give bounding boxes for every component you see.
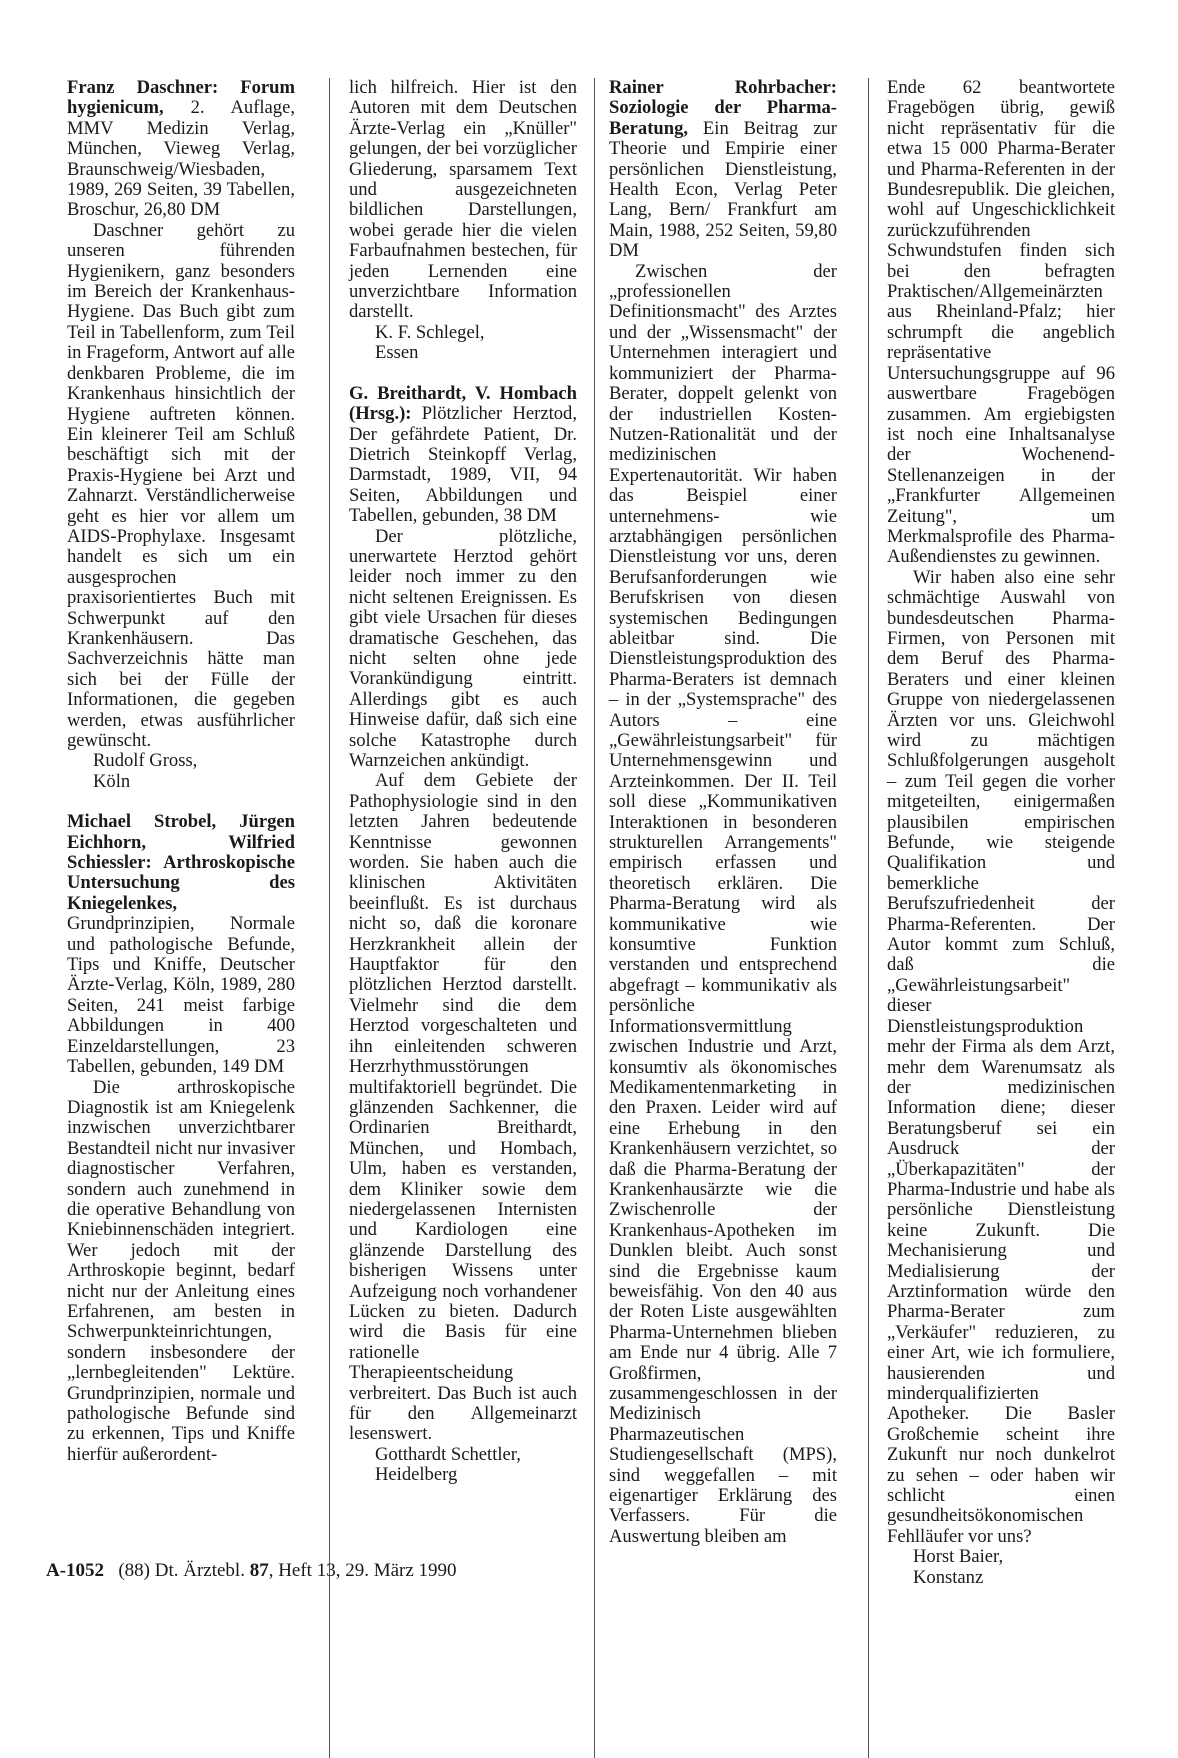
column-divider — [329, 78, 330, 1758]
reviewer-city: Köln — [93, 770, 131, 792]
column-divider — [868, 78, 869, 1758]
reviewer-city: Essen — [375, 342, 419, 364]
review-heading: Franz Daschner: Forum hygienicum, — [67, 77, 295, 119]
review-body: Ende 62 beantwortete Fragebögen übrig, gewiß nicht repräsentativ für die etwa 15 000 Pharma-Berater und Pharma-Referenten in der Bundesrepublik. Die gleichen, wohl auf Ungeschicklichkeit zurückzuführenden Schwundstufen finden sich bei den befragten Praktischen/Allgemeinärzten aus Rheinland-Pfalz; hier schrumpft die angeblich repräsentative Untersuchungsgruppe auf 96 auswertbare Fragebögen zusammen. Am ergiebigsten ist noch eine Inhaltsanalyse der Wochenend-Stellenanzeigen in der „Frankfurter Allgemeinen Zeitung", um Merkmalsprofile des Pharma-Außendienstes zu gewinnen. — [887, 77, 1115, 568]
column-divider — [594, 78, 595, 1758]
text-column-4 — [887, 78, 1115, 1588]
reviewer-city: Konstanz — [913, 1566, 984, 1588]
text-column-2 — [349, 78, 577, 1486]
text-column-3 — [609, 78, 837, 1547]
page-footer — [46, 1560, 457, 1582]
page-code: A-1052 — [46, 1560, 105, 1581]
review-heading: Michael Strobel, Jürgen Eichhorn, Wilfried Schiessler: Arthroskopische Untersuchung des Kniegelenkes, — [67, 811, 295, 914]
review-entry — [609, 78, 837, 262]
volume-number: 87 — [249, 1560, 269, 1581]
reviewer-name: Gotthardt Schettler, — [375, 1443, 521, 1465]
review-heading: G. Breithardt, V. Hombach (Hrsg.): — [349, 382, 577, 425]
review-entry — [67, 812, 295, 1077]
spacer — [349, 364, 577, 384]
citation-prefix: (88) Dt. Ärztebl. — [118, 1560, 250, 1581]
text-column-1 — [67, 78, 295, 1465]
review-bibliographic-details: Grundprinzipien, Normale und pathologische Befunde, Tips und Kniffe, Deutscher Ärzte-Verlag, Köln, 1989, 280 Seiten, 241 meist farbige Abbildungen in 400 Einzeldarstellungen, 23 Tabellen, gebunden, 149 DM — [67, 913, 295, 1078]
review-body: Zwischen der „professionellen Definitionsmacht" des Arztes und der „Wissensmacht" der Unternehmen interagiert und kommuniziert der Pharma-Berater, doppelt gelenkt von der industriellen Kosten-Nutzen-Rationalität und der medizinischen Expertenautorität. Wir haben das Beispiel einer unternehmens- wie arztabhängigen persönlichen Dienstleistung vor uns, deren Berufsanforderungen wie Berufskrisen von diesen systemischen Bedingungen ableitbar sind. Die Dienstleistungsproduktion des Pharma-Beraters ist demnach – in der „Systemsprache" des Autors – eine „Gewährleistungsarbeit" für Unternehmensgewinn und Arzteinkommen. Der II. Teil soll diese „Kommunikativen Interaktionen in besonderen strukturellen Arrangements" empirisch erfassen und theoretisch erklären. Die Pharma-Beratung wird als kommunikative wie konsumtive Funktion verstanden und entsprechend abgefragt – kommunikativ als persönliche Informationsvermittlung zwischen Industrie und Arzt, konsumtiv als ökonomisches Medikamentenmarketing in den Praxen. Leider wird auf eine Erhebung in den Krankenhäusern verzichtet, so daß die Pharma-Beratung der Krankenhausärzte wie die Zwischenrolle der Krankenhaus-Apotheken im Dunklen bleibt. Auch sonst sind die Ergebnisse kaum beweisfähig. Von den 40 aus der Roten Liste ausgewählten Pharma-Unternehmen blieben am Ende nur 4 übrig. Alle 7 Großfirmen, zusammengeschlossen in der Medizinisch Pharmazeutischen Studiengesellschaft (MPS), sind weggefallen – mit eigenartiger Erklärung des Verfassers. Für die Auswertung bleiben am — [609, 260, 837, 1547]
review-body: Auf dem Gebiete der Pathophysiologie sind in den letzten Jahren bedeutende Kenntnisse gewonnen worden. Sie haben auch die klinischen Aktivitäten beeinflußt. Es ist durchaus nicht so, daß die koronare Herzkrankheit allein der Hauptfaktor für den plötzlichen Herztod darstellt. Vielmehr sind die dem Herztod vorgeschalteten und ihn einleitenden schweren Herzrhythmusstörungen multifaktoriell begründet. Die glänzenden Sachkenner, die Ordinarien Breithardt, München, und Hombach, Ulm, haben es verstanden, dem Kliniker sowie dem niedergelassenen Internisten und Kardiologen eine glänzende Darstellung des bisherigen Wissens unter Aufzeigung noch vorhandener Lücken zu bieten. Dadurch wird die Basis für eine rationelle Therapieentscheidung verbreitert. Das Buch ist auch für den Allgemeinarzt lesenswert. — [349, 770, 577, 1445]
review-entry — [67, 78, 295, 221]
review-body: Wir haben also eine sehr schmächtige Auswahl von bundesdeutschen Pharma-Firmen, von Personen mit dem Beruf des Pharma-Beraters und einer kleinen Gruppe von niedergelassenen Ärzten vor uns. Gleichwohl wird zu mächtigen Schlußfolgerungen ausgeholt – zum Teil gegen die vorher mitgeteilten, einigermaßen plausibilen empirischen Befunde, wie steigende Qualifikation und bemerkliche Berufszufriedenheit der Pharma-Referenten. Der Autor kommt zum Schluß, daß die „Gewährleistungsarbeit" dieser Dienstleistungsproduktion mehr der Firma als dem Arzt, mehr dem Warenumsatz als der medizinischen Information diene; dieser Beratungsberuf sei ein Ausdruck der „Überkapazitäten" der Pharma-Industrie und habe als persönliche Dienstleistung keine Zukunft. Die Mechanisierung und Medialisierung der Arztinformation würde den Pharma-Berater zum „Verkäufer" reduzieren, zu einer Art, wie ich formuliere, hausierenden und minderqualifizierten Apotheker. Die Basler Großchemie scheint ihre Zukunft nur noch dunkelrot zu sehen – oder haben wir schlicht einen gesundheitsökonomischen Fehlläufer vor uns? — [887, 566, 1115, 1547]
review-body: lich hilfreich. Hier ist den Autoren mit dem Deutschen Ärzte-Verlag ein „Knüller" gelungen, der bei vorzüglicher Gliederung, sparsamem Text und ausgezeichneten bildlichen Darstellungen, wobei gerade hier die vielen Farbaufnahmen bestechen, für jeden Lernenden eine unverzichtbare Information darstellt. — [349, 77, 577, 323]
citation-suffix: , Heft 13, 29. März 1990 — [268, 1560, 457, 1581]
spacer — [67, 792, 295, 812]
review-body: Der plötzliche, unerwartete Herztod gehört leider noch immer zu den nicht seltenen Ereignissen. Es gibt viele Ursachen für dieses dramatische Geschehen, das nicht selten ohne jede Vorankündigung eintritt. Allerdings gibt es auch Hinweise dafür, daß sich eine solche Katastrophe durch Warnzeichen ankündigt. — [349, 525, 577, 771]
review-bibliographic-details: Plötzlicher Herztod, Der gefährdete Patient, Dr. Dietrich Steinkopff Verlag, Darmstadt, 1989, VII, 94 Seiten, Abbildungen und Tabellen, gebunden, 38 DM — [349, 403, 577, 527]
review-bibliographic-details: 2. Auflage, MMV Medizin Verlag, München, Vieweg Verlag, Braunschweig/Wiesbaden, 1989, 269 Seiten, 39 Tabellen, Broschur, 26,80 DM — [67, 97, 295, 221]
reviewer-city: Heidelberg — [375, 1464, 458, 1486]
reviewer-name: Horst Baier, — [913, 1546, 1004, 1568]
reviewer-name: Rudolf Gross, — [93, 750, 198, 772]
review-body: Die arthroskopische Diagnostik ist am Kniegelenk inzwischen unverzichtbarer Bestandteil nicht nur invasiver diagnostischer Verfahren, sondern auch zunehmend in die operative Behandlung von Kniebinnenschäden integriert. Wer jedoch mit der Arthroskopie beginnt, bedarf nicht nur der Anleitung eines Erfahrenen, am besten in Schwerpunkteinrichtungen, sondern insbesondere der „lernbegleitenden" Lektüre. Grundprinzipien, normale und pathologische Befunde sind zu erkennen, Tips und Kniffe hierfür außerordent- — [67, 1076, 295, 1465]
review-body: Daschner gehört zu unseren führenden Hygienikern, ganz besonders im Bereich der Krankenhaus-Hygiene. Das Buch gibt zum Teil in Tabellenform, zum Teil in Frageform, Antwort auf alle denkbaren Probleme, die im Krankenhaus hinsichtlich der Hygiene auftreten können. Ein kleinerer Teil am Schluß beschäftigt sich mit der Praxis-Hygiene bei Arzt und Zahnarzt. Verständlicherweise geht es hier vor allem um AIDS-Prophylaxe. Insgesamt handelt es sich um ein ausgesprochen praxisorientiertes Buch mit Schwerpunkt auf den Krankenhäusern. Das Sachverzeichnis hätte man sich bei der Fülle der Informationen, die gegeben werden, etwas ausführlicher gewünscht. — [67, 219, 295, 751]
review-entry — [349, 384, 577, 527]
reviewer-name: K. F. Schlegel, — [375, 321, 485, 343]
review-heading: Rainer Rohrbacher: Soziologie der Pharma-Beratung, — [609, 77, 837, 139]
review-bibliographic-details: Ein Beitrag zur Theorie und Empirie einer persönlichen Dienstleistung, Health Econ, Verlag Peter Lang, Bern/ Frankfurt am Main, 1988, 252 Seiten, 59,80 DM — [609, 117, 837, 262]
